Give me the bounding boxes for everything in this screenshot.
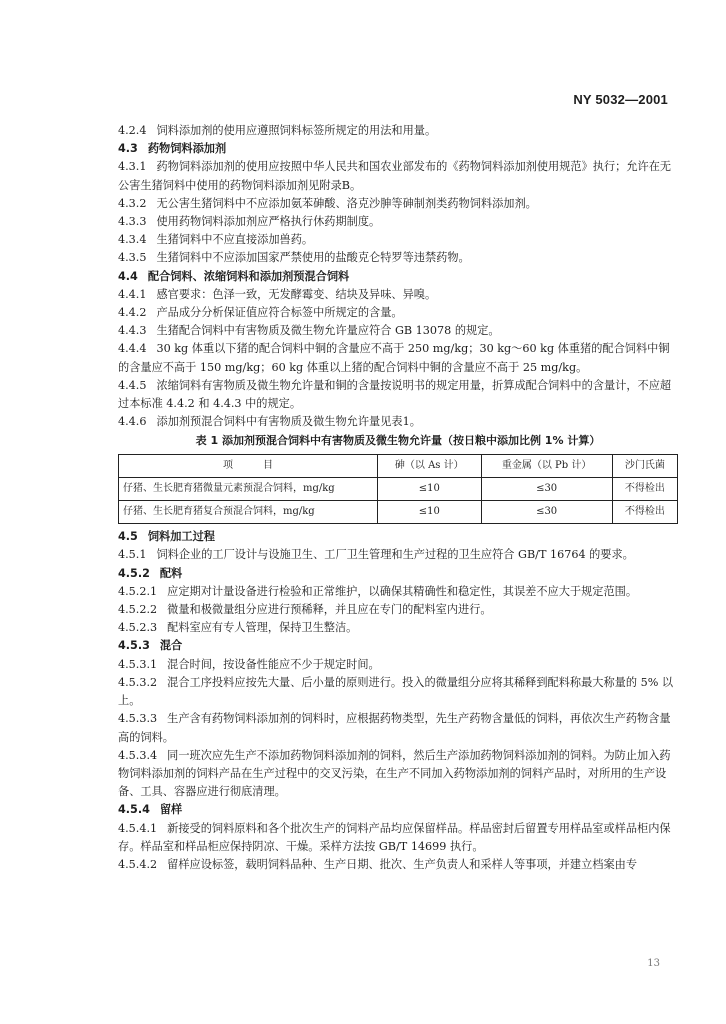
table-cell: ≤10 bbox=[378, 501, 482, 524]
clause-text: 留样应设标签，载明饲料品种、生产日期、批次、生产负责人和采样人等事项，并建立档案由专 bbox=[167, 857, 638, 871]
clause-number: 4.5.3.2 bbox=[118, 675, 158, 689]
clause-text: 药物饲料添加剂 bbox=[147, 142, 227, 156]
table-row bbox=[119, 477, 678, 500]
table-header-row bbox=[119, 454, 678, 477]
section-heading bbox=[118, 565, 678, 583]
clause-text: 饲料企业的工厂设计与设施卫生、工厂卫生管理和生产过程的卫生应符合 GB/T 16764 的要求。 bbox=[156, 548, 634, 562]
clause-paragraph bbox=[118, 820, 678, 856]
clause-number: 4.5 bbox=[118, 530, 138, 544]
clause-text: 混合 bbox=[159, 639, 183, 653]
table-cell: 仔猪、生长肥育猪复合预混合饲料，mg/kg bbox=[119, 501, 378, 524]
section-heading bbox=[118, 801, 678, 819]
clause-paragraph bbox=[118, 674, 678, 710]
clause-number: 4.5.2.2 bbox=[118, 603, 158, 617]
clause-text: 使用药物饲料添加剂应严格执行休药期制度。 bbox=[156, 215, 381, 229]
clause-paragraph bbox=[118, 710, 678, 746]
clause-paragraph bbox=[118, 122, 678, 140]
clause-text: 生产含有药物饲料添加剂的饲料时，应根据药物类型，先生产药物含量低的饲料，再依次生产药物含量高的饲料。 bbox=[118, 712, 671, 744]
document-body bbox=[118, 122, 678, 874]
section-heading bbox=[118, 268, 678, 286]
clause-paragraph bbox=[118, 249, 678, 267]
clause-text: 30 kg 体重以下猪的配合饲料中铜的含量应不高于 250 mg/kg；30 kg～60 kg 体重猪的配合饲料中铜的含量应不高于 150 mg/kg；60 kg 体重以上猪的配合饲料中铜的含量应不高于 25 mg/kg。 bbox=[118, 342, 670, 374]
clause-paragraph bbox=[118, 231, 678, 249]
clause-text: 配料 bbox=[159, 566, 183, 580]
clause-number: 4.5.3 bbox=[118, 639, 150, 653]
clause-number: 4.4.6 bbox=[118, 415, 147, 429]
clause-text: 配合饲料、浓缩饲料和添加剂预混合饲料 bbox=[147, 269, 350, 283]
table-header-item: 项 目 bbox=[119, 454, 378, 477]
clause-paragraph bbox=[118, 583, 678, 601]
clause-text: 新接受的饲料原料和各个批次生产的饲料产品均应保留样品。样品密封后留置专用样品室或样品柜内保存。样品室和样品柜应保持阴凉、干燥。采样方法按 GB/T 14699 执行。 bbox=[118, 821, 671, 853]
clause-paragraph bbox=[118, 340, 678, 376]
table-caption: 表 1 添加剂预混合饲料中有害物质及微生物允许量（按日粮中添加比例 1% 计算） bbox=[195, 434, 601, 448]
clause-text: 留样 bbox=[159, 803, 183, 817]
clause-number: 4.5.3.1 bbox=[118, 657, 158, 671]
clause-paragraph bbox=[118, 286, 678, 304]
table-cell: ≤30 bbox=[481, 501, 612, 524]
table-cell: ≤10 bbox=[378, 477, 482, 500]
clause-text: 配料室应有专人管理，保持卫生整洁。 bbox=[167, 621, 358, 635]
clause-paragraph bbox=[118, 656, 678, 674]
table-cell: 不得检出 bbox=[612, 477, 677, 500]
table-cell: 不得检出 bbox=[612, 501, 677, 524]
table-row bbox=[119, 501, 678, 524]
clause-text: 饲料添加剂的使用应遵照饲料标签所规定的用法和用量。 bbox=[156, 124, 437, 137]
clause-number: 4.5.2 bbox=[118, 566, 150, 580]
clause-paragraph bbox=[118, 304, 678, 322]
clause-paragraph bbox=[118, 377, 678, 413]
clause-text: 浓缩饲料有害物质及微生物允许量和铜的含量按说明书的规定用量，折算成配合饲料中的含量计，不应超过本标准 4.4.2 和 4.4.3 中的规定。 bbox=[118, 378, 672, 411]
clause-text: 饲料加工过程 bbox=[147, 530, 215, 544]
clause-text: 应定期对计量设备进行检验和正常维护，以确保其精确性和稳定性，其误差不应大于规定范围。 bbox=[167, 584, 638, 598]
section-heading bbox=[118, 140, 678, 158]
clause-number: 4.5.2.1 bbox=[118, 584, 158, 598]
clause-number: 4.3.4 bbox=[118, 233, 147, 247]
clause-number: 4.4 bbox=[118, 269, 138, 283]
clause-paragraph bbox=[118, 195, 678, 213]
section-heading bbox=[118, 528, 678, 546]
page-number: 13 bbox=[647, 958, 660, 969]
clause-number: 4.5.4.2 bbox=[118, 857, 158, 871]
table-header-salmonella: 沙门氏菌 bbox=[612, 454, 677, 477]
table-header-arsenic: 砷（以 As 计） bbox=[378, 454, 482, 477]
sections-part-1 bbox=[118, 122, 678, 431]
clause-number: 4.4.4 bbox=[118, 342, 147, 356]
clause-paragraph bbox=[118, 546, 678, 564]
clause-paragraph bbox=[118, 619, 678, 637]
clause-paragraph bbox=[118, 413, 678, 431]
table-1 bbox=[118, 454, 678, 525]
clause-number: 4.2.4 bbox=[118, 124, 147, 137]
clause-number: 4.4.5 bbox=[118, 378, 147, 392]
clause-paragraph bbox=[118, 322, 678, 340]
clause-text: 混合时间，按设备性能应不少于规定时间。 bbox=[167, 657, 380, 671]
clause-number: 4.3.5 bbox=[118, 251, 147, 265]
clause-text: 无公害生猪饲料中不应添加氨苯砷酸、洛克沙胂等砷制剂类药物饲料添加剂。 bbox=[156, 196, 537, 210]
clause-number: 4.3.2 bbox=[118, 196, 147, 210]
clause-number: 4.3 bbox=[118, 142, 138, 156]
clause-text: 同一班次应先生产不添加药物饲料添加剂的饲料，然后生产添加药物饲料添加剂的饲料。为防止加入药物饲料添加剂的饲料产品在生产过程中的交叉污染，在生产不同加入药物添加剂的饲料产品时，对所用的生产设备、工具、容器应进行彻底清理。 bbox=[118, 748, 671, 799]
clause-number: 4.5.4.1 bbox=[118, 821, 158, 835]
table-header-heavy-metal: 重金属（以 Pb 计） bbox=[481, 454, 612, 477]
clause-text: 添加剂预混合饲料中有害物质及微生物允许量见表1。 bbox=[156, 415, 421, 429]
clause-paragraph bbox=[118, 158, 678, 194]
section-heading bbox=[118, 637, 678, 655]
clause-text: 药物饲料添加剂的使用应按照中华人民共和国农业部发布的《药物饲料添加剂使用规范》执行；允许在无公害生猪饲料中使用的药物饲料添加剂见附录B。 bbox=[118, 160, 672, 192]
clause-number: 4.4.3 bbox=[118, 324, 147, 338]
standard-number: NY 5032—2001 bbox=[573, 92, 668, 107]
clause-number: 4.5.3.4 bbox=[118, 748, 158, 762]
clause-number: 4.4.2 bbox=[118, 306, 147, 320]
clause-text: 混合工序投料应按先大量、后小量的原则进行。投入的微量组分应将其稀释到配料称最大称量的 5% 以上。 bbox=[118, 675, 674, 708]
clause-text: 生猪配合饲料中有害物质及微生物允许量应符合 GB 13078 的规定。 bbox=[156, 324, 500, 338]
clause-text: 产品成分分析保证值应符合标签中所规定的含量。 bbox=[156, 306, 403, 320]
clause-paragraph bbox=[118, 601, 678, 619]
table-cell: ≤30 bbox=[481, 477, 612, 500]
clause-number: 4.5.4 bbox=[118, 803, 150, 817]
clause-number: 4.3.1 bbox=[118, 160, 147, 174]
clause-number: 4.3.3 bbox=[118, 215, 147, 229]
clause-number: 4.5.2.3 bbox=[118, 621, 158, 635]
clause-number: 4.5.3.3 bbox=[118, 712, 158, 726]
clause-text: 微量和极微量组分应进行预稀释，并且应在专门的配料室内进行。 bbox=[167, 603, 492, 617]
clause-text: 感官要求：色泽一致，无发酵霉变、结块及异味、异嗅。 bbox=[156, 287, 437, 301]
sections-part-2 bbox=[118, 528, 678, 874]
clause-paragraph bbox=[118, 213, 678, 231]
table-cell: 仔猪、生长肥育猪微量元素预混合饲料，mg/kg bbox=[119, 477, 378, 500]
clause-paragraph bbox=[118, 747, 678, 802]
clause-number: 4.5.1 bbox=[118, 548, 147, 562]
clause-text: 生猪饲料中不应添加国家严禁使用的盐酸克仑特罗等违禁药物。 bbox=[156, 251, 470, 265]
clause-text: 生猪饲料中不应直接添加兽药。 bbox=[156, 233, 314, 247]
clause-paragraph bbox=[118, 856, 678, 874]
clause-number: 4.4.1 bbox=[118, 287, 147, 301]
